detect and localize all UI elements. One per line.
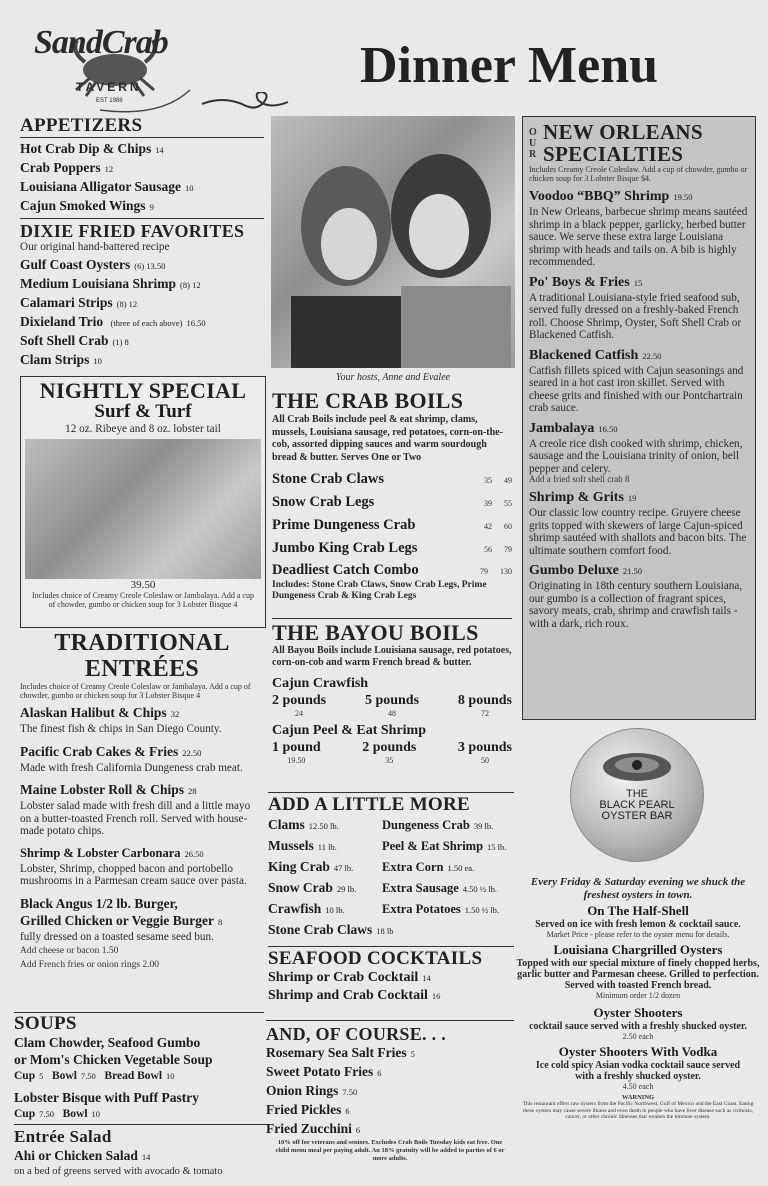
menu-item: Gulf Coast Oysters (6) 13.50 <box>20 256 166 272</box>
item-desc: fully dressed on a toasted sesame seed bun. <box>20 930 214 943</box>
section-title: APPETIZERS <box>20 115 143 136</box>
section-title: DIXIE FRIED FAVORITES <box>20 221 245 241</box>
ofcourse-section <box>266 1020 514 1163</box>
soup-line: Clam Chowder, Seafood Gumbo <box>14 1035 201 1050</box>
hosts-caption: Your hosts, Anne and Evalee <box>335 372 451 383</box>
section-title: AND, OF COURSE. . . <box>266 1024 447 1044</box>
section-title-2: ENTRÉES <box>84 656 200 682</box>
add-item: Stone Crab Claws 18 lb <box>268 922 394 937</box>
soup-line-2: or Mom's Chicken Vegetable Soup <box>14 1052 213 1067</box>
add-on: Add French fries or onion rings 2.00 <box>20 960 160 970</box>
page-title: Dinner Menu <box>360 37 659 94</box>
our-label: OUR <box>529 126 537 160</box>
item-desc: A traditional Louisiana-style fried seafood sub, served fully dressed on a freshly-baked French roll. Choose Shrimp, Oyster, Soft Shell Crab or Blackened Catfish. <box>529 291 742 341</box>
logo-main: SandCrab <box>34 24 168 61</box>
logo-est: EST 1988 <box>96 98 123 104</box>
boil-row: Prime Dungeness Crab 42 60 <box>272 517 512 533</box>
special-desc: 12 oz. Ribeye and 8 oz. lobster tail <box>65 423 221 435</box>
section-subtitle: Our original hand-battered recipe <box>20 241 170 253</box>
half-shell-note: Market Price - please refer to the oyster menu for details. <box>546 930 730 939</box>
logo-line: OYSTER BAR <box>601 810 673 822</box>
add-item: Snow Crab 29 lb. <box>268 880 357 895</box>
half-shell-title: On The Half-Shell <box>587 903 689 918</box>
add-item: Crawfish 10 lb. <box>268 901 345 916</box>
special-dish: Surf & Turf <box>94 401 192 422</box>
crawfish-sizes: 2 pounds 24 5 pounds 48 8 pounds 72 <box>272 693 512 718</box>
boil-row: Snow Crab Legs 39 55 <box>272 494 512 510</box>
add-item: Mussels 11 lb. <box>268 838 337 853</box>
chargrilled-note: Minimum order 1/2 dozen <box>595 991 681 1000</box>
section-title-2: SPECIALTIES <box>543 142 684 166</box>
add-item: Clams 12.50 lb. <box>268 817 339 832</box>
box-intro: Includes Creamy Creole Coleslaw. Add a cup of chowder, gumbo or chicken soup for 3 Lobster Bisque $4. <box>529 165 748 183</box>
black-pearl-logo <box>570 728 704 862</box>
menu-item: Shrimp & Lobster Carbonara 26.50 <box>20 845 204 860</box>
section-title: SOUPS <box>14 1013 77 1034</box>
section-title: TRADITIONAL <box>54 630 230 656</box>
cocktails-section <box>268 946 514 1005</box>
warning-title: WARNING <box>621 1094 655 1101</box>
section-title: Entrée Salad <box>14 1127 112 1146</box>
bisque-sizes: Cup 7.50 Bowl 10 <box>14 1108 101 1120</box>
menu-item: Voodoo “BBQ” Shrimp 19.50 <box>529 189 693 204</box>
section-desc: All Crab Boils include peel & eat shrimp, clams, mussels, Louisiana sausage, red potatoes, corn-on-the-cob, assorted dipping sauces and warm sourdough bread & butter. Serves One or Two <box>272 414 503 463</box>
surf-turf-photo <box>25 439 261 579</box>
logo <box>30 18 200 113</box>
menu-item: Pacific Crab Cakes & Fries 22.50 <box>20 743 202 759</box>
add-item: Extra Potatoes 1.50 ½ lb. <box>382 902 500 916</box>
menu-item: Jambalaya 16.50 <box>529 420 618 436</box>
menu-item: Cajun Smoked Wings 9 <box>20 198 154 213</box>
flourish-divider-icon <box>200 92 290 116</box>
bayou-section <box>272 618 512 765</box>
menu-item: Shrimp and Crab Cocktail 16 <box>268 988 441 1003</box>
appetizers-section <box>20 116 264 216</box>
half-shell-desc: Served on ice with fresh lemon & cocktail sauce. <box>535 919 741 930</box>
item-desc: Made with fresh California Dungeness crab meat. <box>20 761 243 774</box>
oyster-promo: Every Friday & Saturday evening we shuck the freshest oysters in town. <box>530 876 746 901</box>
soups-section <box>14 1012 264 1123</box>
menu-item: Po' Boys & Fries 15 <box>529 274 643 290</box>
bisque-item: Lobster Bisque with Puff Pastry <box>14 1090 200 1105</box>
burger-item: Black Angus 1/2 lb. Burger, <box>20 895 178 911</box>
oyster-icon <box>597 745 677 785</box>
menu-item: Blackened Catfish 22.50 <box>529 347 662 363</box>
menu-item: Sweet Potato Fries 6 <box>266 1064 382 1079</box>
shrimp-sizes: 1 pound 19.50 2 pounds 35 3 pounds 50 <box>272 740 512 765</box>
menu-item: Onion Rings 7.50 <box>266 1083 358 1098</box>
add-item: Peel & Eat Shrimp 15 lb. <box>382 839 507 853</box>
menu-item: Shrimp or Crab Cocktail 14 <box>268 970 431 985</box>
shooter-desc: cocktail sauce served with a freshly shucked oyster. <box>529 1021 747 1032</box>
menu-item: Dixieland Trio (three of each above) 16.50 <box>20 313 206 329</box>
boil-row: Stone Crab Claws 35 49 <box>272 471 512 487</box>
item-desc: A creole rice dish cooked with shrimp, chicken, sausage and the Louisiana trinity of onion, bell pepper and celery. <box>529 437 743 475</box>
logo-sub: TAVERN <box>76 80 142 94</box>
chargrilled-desc: Topped with our special mixture of finely chopped herbs, garlic butter and Parmesan cheese. Grilled to perfection. Served with toasted French bread. <box>516 958 760 991</box>
combo-note: Includes: Stone Crab Claws, Snow Crab Legs, Prime Dungeness Crab & King Crab Legs <box>272 580 487 601</box>
section-title: NEW ORLEANS <box>543 120 703 144</box>
footnote: 10% off for veterans and seniors. Excludes Crab Boils Tuesday kids eat free. One child menu meal per paying adult. An 18% gratuity will be added to parties of 6 or more adults. <box>275 1139 505 1162</box>
menu-item: Alaskan Halibut & Chips 32 <box>20 705 180 720</box>
item-desc: Catfish fillets spiced with Cajun seasonings and seared in a hot cast iron skillet. Served with cheese grits and finished with our Pontchartrain crab sauce. <box>529 364 744 414</box>
vodka-title: Oyster Shooters With Vodka <box>558 1044 718 1059</box>
special-price: 39.50 <box>130 578 156 591</box>
add-more-grid <box>268 815 514 941</box>
traditional-section <box>20 630 264 971</box>
item-desc: Lobster, Shrimp, chopped bacon and portobello mushrooms in a Parmesan cream sauce over pasta. <box>20 862 247 887</box>
salad-section <box>14 1124 268 1179</box>
section-note: Includes choice of Creamy Creole Coleslaw or Jambalaya. Add a cup of chowder, gumbo or chicken soup for 3 Lobster Bisque 4 <box>20 682 251 700</box>
menu-item: Clam Strips 10 <box>20 351 102 367</box>
section-title: NIGHTLY SPECIAL <box>39 378 247 403</box>
item-desc: In New Orleans, barbecue shrimp means sautéed shrimp in a black pepper, garlicky, herbed butter sauce. We serve these extra large Louisiana shrimp with heads and tails on. A bib is highly recommended. <box>529 206 748 268</box>
add-item: Extra Corn 1.50 ea. <box>382 860 475 874</box>
item-desc: Lobster salad made with fresh dill and a little mayo on a butter-toasted French roll. Served with house-made potato chips. <box>20 800 251 837</box>
menu-item: Medium Louisiana Shrimp (8) 12 <box>20 275 201 291</box>
shooter-title: Oyster Shooters <box>593 1005 683 1020</box>
burger-item-2: Grilled Chicken or Veggie Burger 8 <box>20 912 223 928</box>
add-item: Extra Sausage 4.50 ½ lb. <box>382 881 497 895</box>
new-orleans-box <box>522 116 756 720</box>
crab-boils-section <box>272 388 512 602</box>
vodka-desc: Ice cold spicy Asian vodka cocktail sauce served with a freshly shucked oyster. <box>535 1060 741 1082</box>
nightly-special-box <box>20 376 266 628</box>
menu-item: Rosemary Sea Salt Fries 5 <box>266 1045 415 1060</box>
section-title: ADD A LITTLE MORE <box>268 794 471 815</box>
section-title: THE CRAB BOILS <box>272 388 464 413</box>
oyster-bar-section <box>516 876 760 1121</box>
hosts-photo <box>271 116 515 368</box>
vodka-price: 4.50 each <box>622 1082 654 1091</box>
special-note: Includes choice of Creamy Creole Coleslaw or Jambalaya. Add a cup of chowder, gumbo or chicken soup for 3 Lobster Bisque 4 <box>32 591 254 609</box>
logo-line: THE <box>626 788 648 800</box>
menu-item: Shrimp & Grits 19 <box>529 490 637 505</box>
menu-item: Louisiana Alligator Sausage 10 <box>20 179 194 194</box>
soup-sizes: Cup 5 Bowl 7.50 Bread Bowl 10 <box>14 1070 175 1082</box>
add-item: Dungeness Crab 39 lb. <box>382 818 494 832</box>
add-on: Add cheese or bacon 1.50 <box>20 946 119 956</box>
section-title: SEAFOOD COCKTAILS <box>268 948 483 969</box>
menu-item: Maine Lobster Roll & Chips 28 <box>20 782 197 797</box>
box-header <box>529 121 749 165</box>
shrimp-title: Cajun Peel & Eat Shrimp <box>272 723 426 738</box>
section-desc: All Bayou Boils include Louisiana sausage, red potatoes, corn-on-cob and warm French bread & butter. <box>272 645 512 668</box>
logo-line: BLACK PEARL <box>599 799 675 811</box>
menu-item: Gumbo Deluxe 21.50 <box>529 563 642 578</box>
menu-item: Fried Zucchini 6 <box>266 1121 361 1136</box>
item-desc: The finest fish & chips in San Diego County. <box>20 723 222 735</box>
menu-item: Hot Crab Dip & Chips 14 <box>20 141 164 156</box>
menu-item: Fried Pickles 6 <box>266 1102 350 1117</box>
item-desc: on a bed of greens served with avocado & tomato <box>14 1166 223 1177</box>
item-desc: Originating in 18th century southern Louisiana, our gumbo is a collection of fragrant spices, savory meats, crab, shrimp and crawfish tails - with a dark, rich roux. <box>529 580 743 630</box>
dixie-section <box>20 218 264 370</box>
shooter-price: 2.50 each <box>622 1032 654 1041</box>
boil-row: Jumbo King Crab Legs 56 79 <box>272 540 512 556</box>
item-desc: Our classic low country recipe. Gruyere cheese grits topped with skewers of large Cajun-spiced shrimp sautéed with shallots and bacon bits. The ultimate southern comfort food. <box>529 507 747 557</box>
menu-item: Crab Poppers 12 <box>20 160 114 175</box>
add-more-section <box>268 792 514 941</box>
menu-item: Soft Shell Crab (1) 8 <box>20 332 129 348</box>
warning-text: This restaurant offers raw oysters from the Pacific Northwest, Gulf of Mexico and the East Coast. Eating these oysters may cause severe illness and even death in people who have liver disease such as cirrhosis, cancer, or other chronic illnesses that weaken the immune system. <box>522 1101 754 1120</box>
item-extra: Add a fried soft shell crab 8 <box>529 474 630 484</box>
add-item: King Crab 47 lb. <box>268 859 354 874</box>
menu-item: Calamari Strips (8) 12 <box>20 294 138 310</box>
crawfish-title: Cajun Crawfish <box>272 676 369 691</box>
menu-item: Ahi or Chicken Salad 14 <box>14 1148 151 1163</box>
chargrilled-title: Louisiana Chargrilled Oysters <box>553 942 723 957</box>
section-title: THE BAYOU BOILS <box>272 620 479 645</box>
boil-row: Deadliest Catch Combo 79 130 <box>272 562 512 578</box>
